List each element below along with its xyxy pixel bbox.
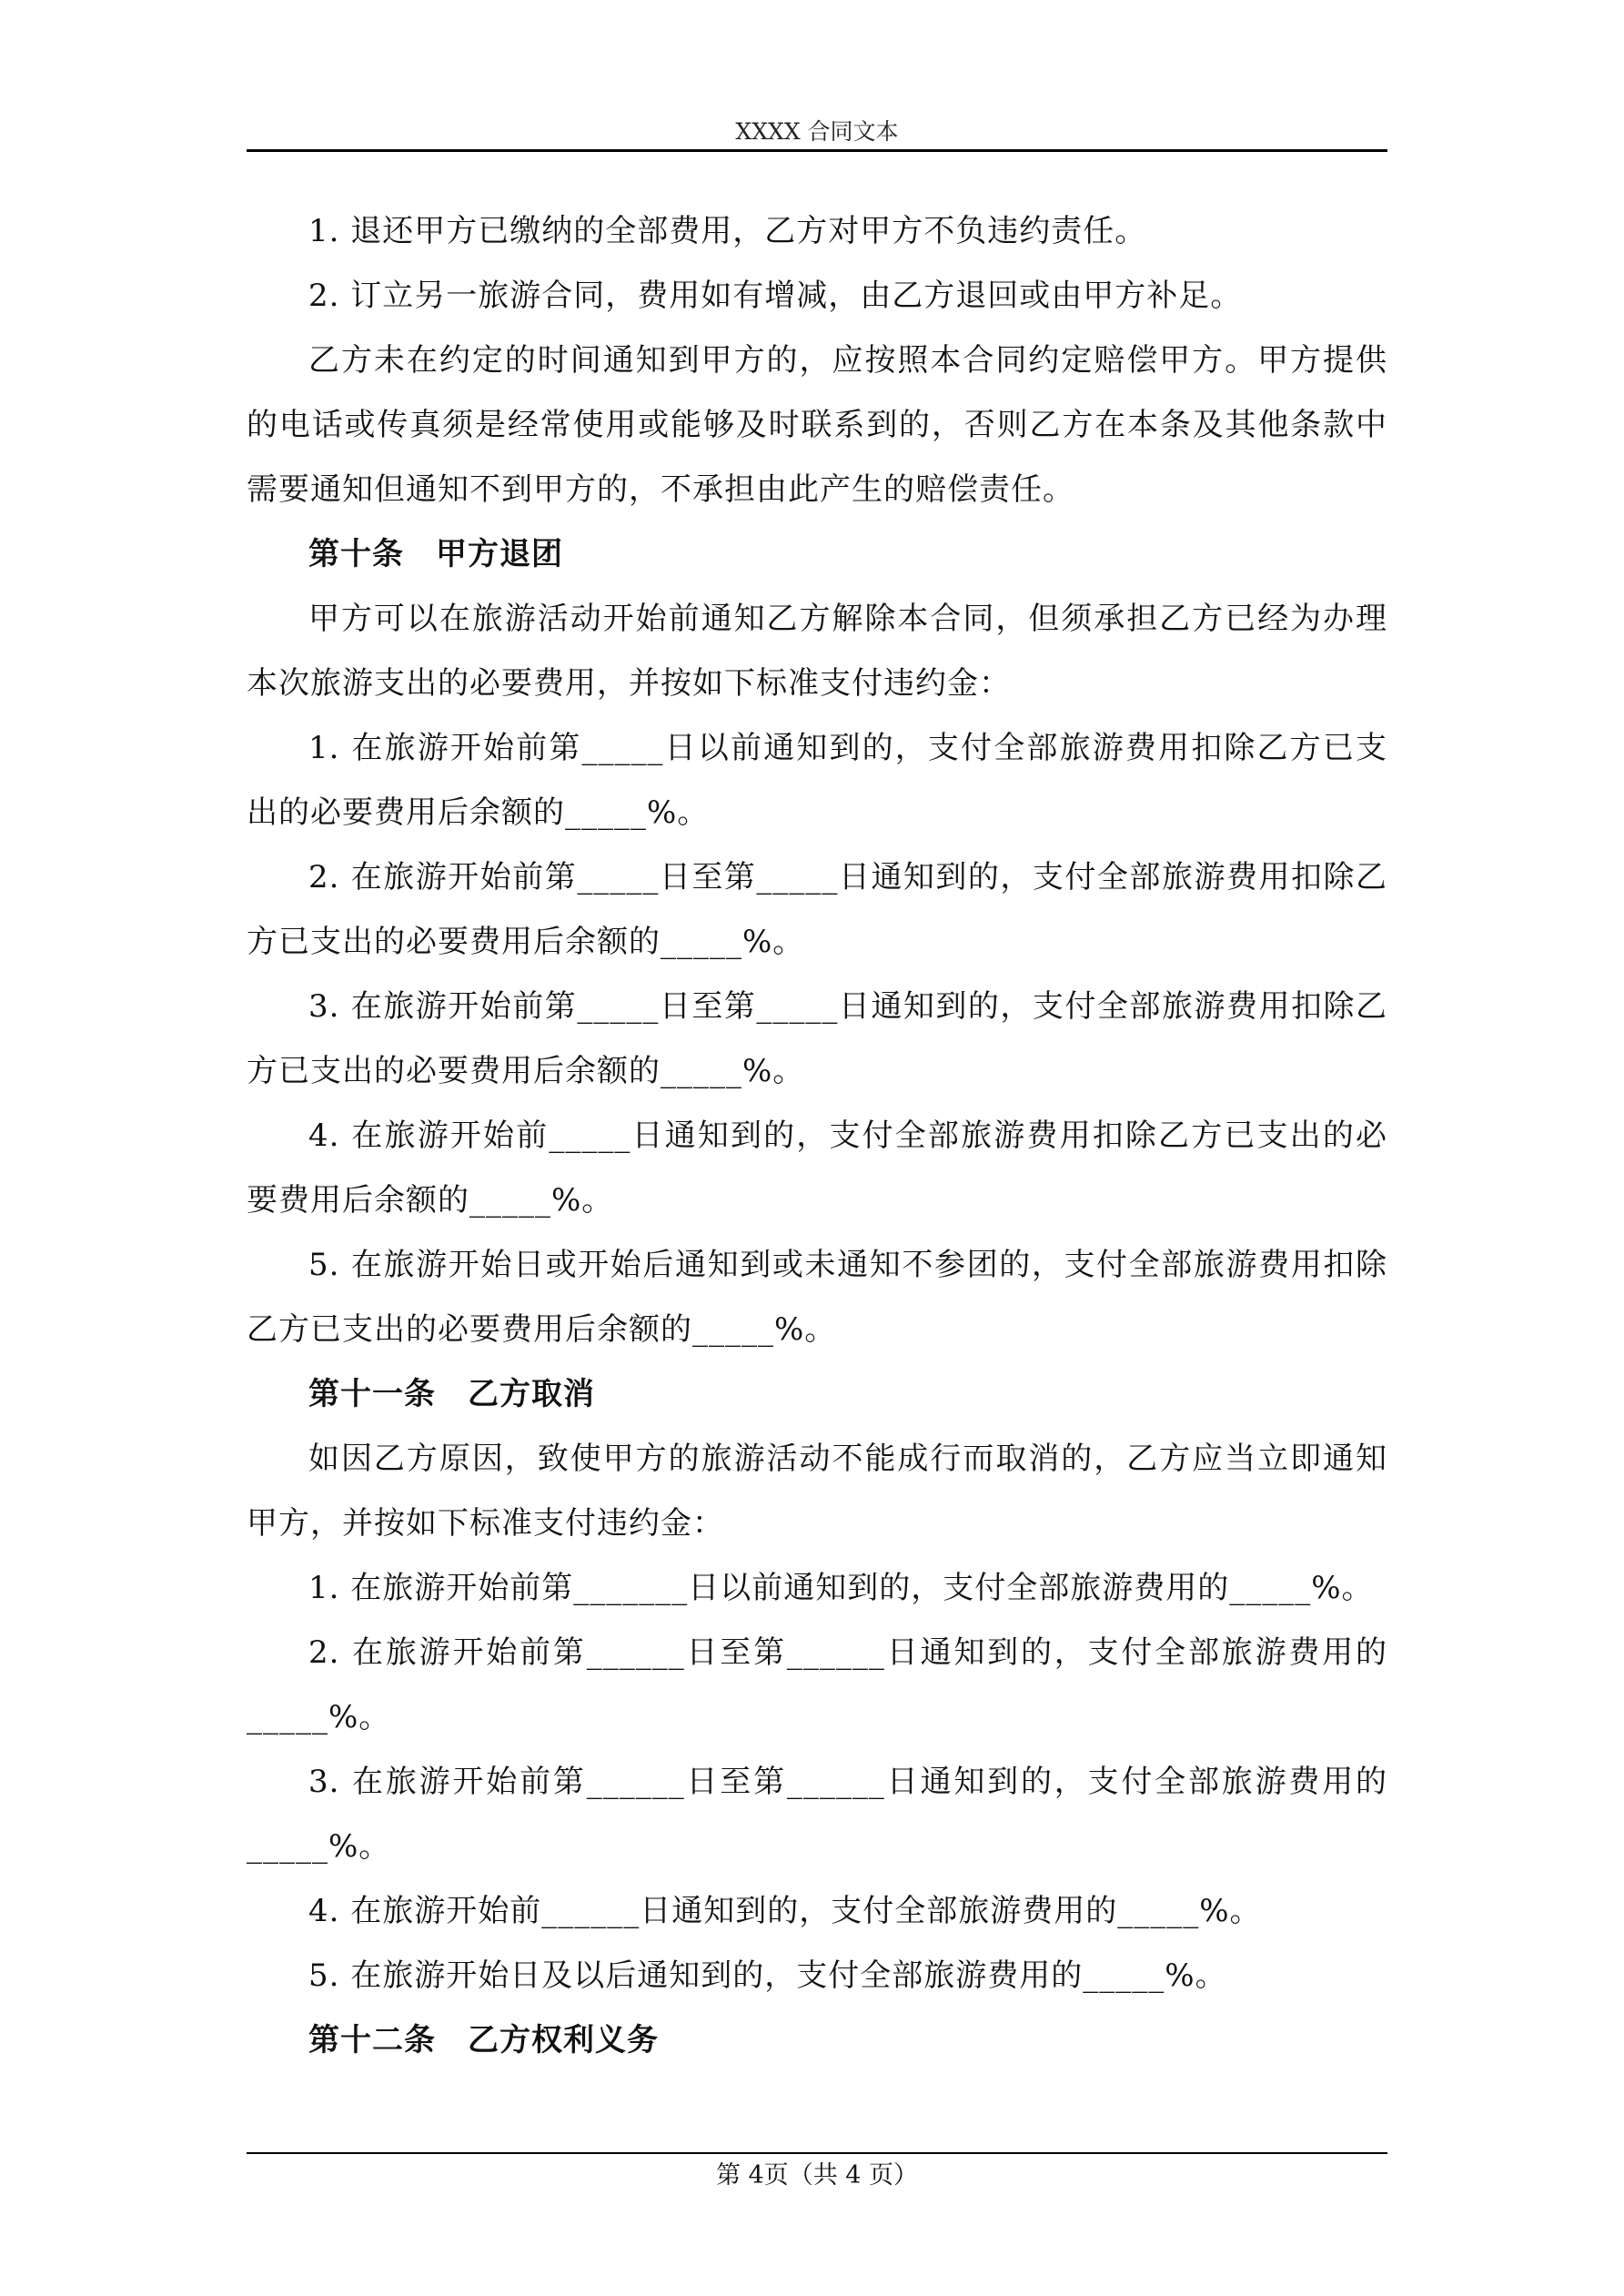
clause-paragraph: 3. 在旅游开始前第______日至第______日通知到的，支付全部旅游费用的_____%。 [247,1764,1387,1865]
clause-paragraph: 5. 在旅游开始日或开始后通知到或未通知不参团的，支付全部旅游费用扣除乙方已支出的必要费用后余额的_____%。 [247,1247,1387,1348]
clause-paragraph: 乙方未在约定的时间通知到甲方的，应按照本合同约定赔偿甲方。甲方提供的电话或传真须是经常使用或能够及时联系到的，否则乙方在本条及其他条款中需要通知但通知不到甲方的，不承担由此产生的赔偿责任。 [247,342,1387,508]
footer-divider [247,2152,1387,2154]
clause-paragraph: 2. 订立另一旅游合同，费用如有增减，由乙方退回或由甲方补足。 [308,278,1243,314]
article-heading: 第十二条 乙方权利义务 [308,2022,659,2058]
article-heading: 第十一条 乙方取消 [308,1376,595,1412]
clause-paragraph: 1. 在旅游开始前第_______日以前通知到的，支付全部旅游费用的_____%。 [308,1570,1374,1606]
clause-paragraph: 如因乙方原因，致使甲方的旅游活动不能成行而取消的，乙方应当立即通知甲方，并按如下标准支付违约金： [247,1441,1387,1542]
page-header-title: XXXX 合同文本 [735,118,899,145]
article-heading: 第十条 甲方退团 [308,536,563,572]
clause-paragraph: 甲方可以在旅游活动开始前通知乙方解除本合同，但须承担乙方已经为办理本次旅游支出的必要费用，并按如下标准支付违约金： [247,601,1387,702]
clause-paragraph: 1. 退还甲方已缴纳的全部费用，乙方对甲方不负违约责任。 [308,213,1147,249]
clause-paragraph: 2. 在旅游开始前第______日至第______日通知到的，支付全部旅游费用的_____%。 [247,1634,1387,1735]
clause-paragraph: 1. 在旅游开始前第_____日以前通知到的，支付全部旅游费用扣除乙方已支出的必要费用后余额的_____%。 [247,730,1387,831]
clause-paragraph: 4. 在旅游开始前_____日通知到的，支付全部旅游费用扣除乙方已支出的必要费用后余额的_____%。 [247,1118,1387,1219]
clause-paragraph: 3. 在旅游开始前第_____日至第_____日通知到的，支付全部旅游费用扣除乙方已支出的必要费用后余额的_____%。 [247,988,1387,1089]
page-number-footer: 第 4页（共 4 页） [715,2161,919,2190]
clause-paragraph: 4. 在旅游开始前______日通知到的，支付全部旅游费用的_____%。 [308,1893,1262,1929]
clause-paragraph: 5. 在旅游开始日及以后通知到的，支付全部旅游费用的_____%。 [308,1957,1227,1994]
clause-paragraph: 2. 在旅游开始前第_____日至第_____日通知到的，支付全部旅游费用扣除乙方已支出的必要费用后余额的_____%。 [247,859,1387,960]
document-body [247,199,1387,2073]
header-divider [247,149,1387,152]
